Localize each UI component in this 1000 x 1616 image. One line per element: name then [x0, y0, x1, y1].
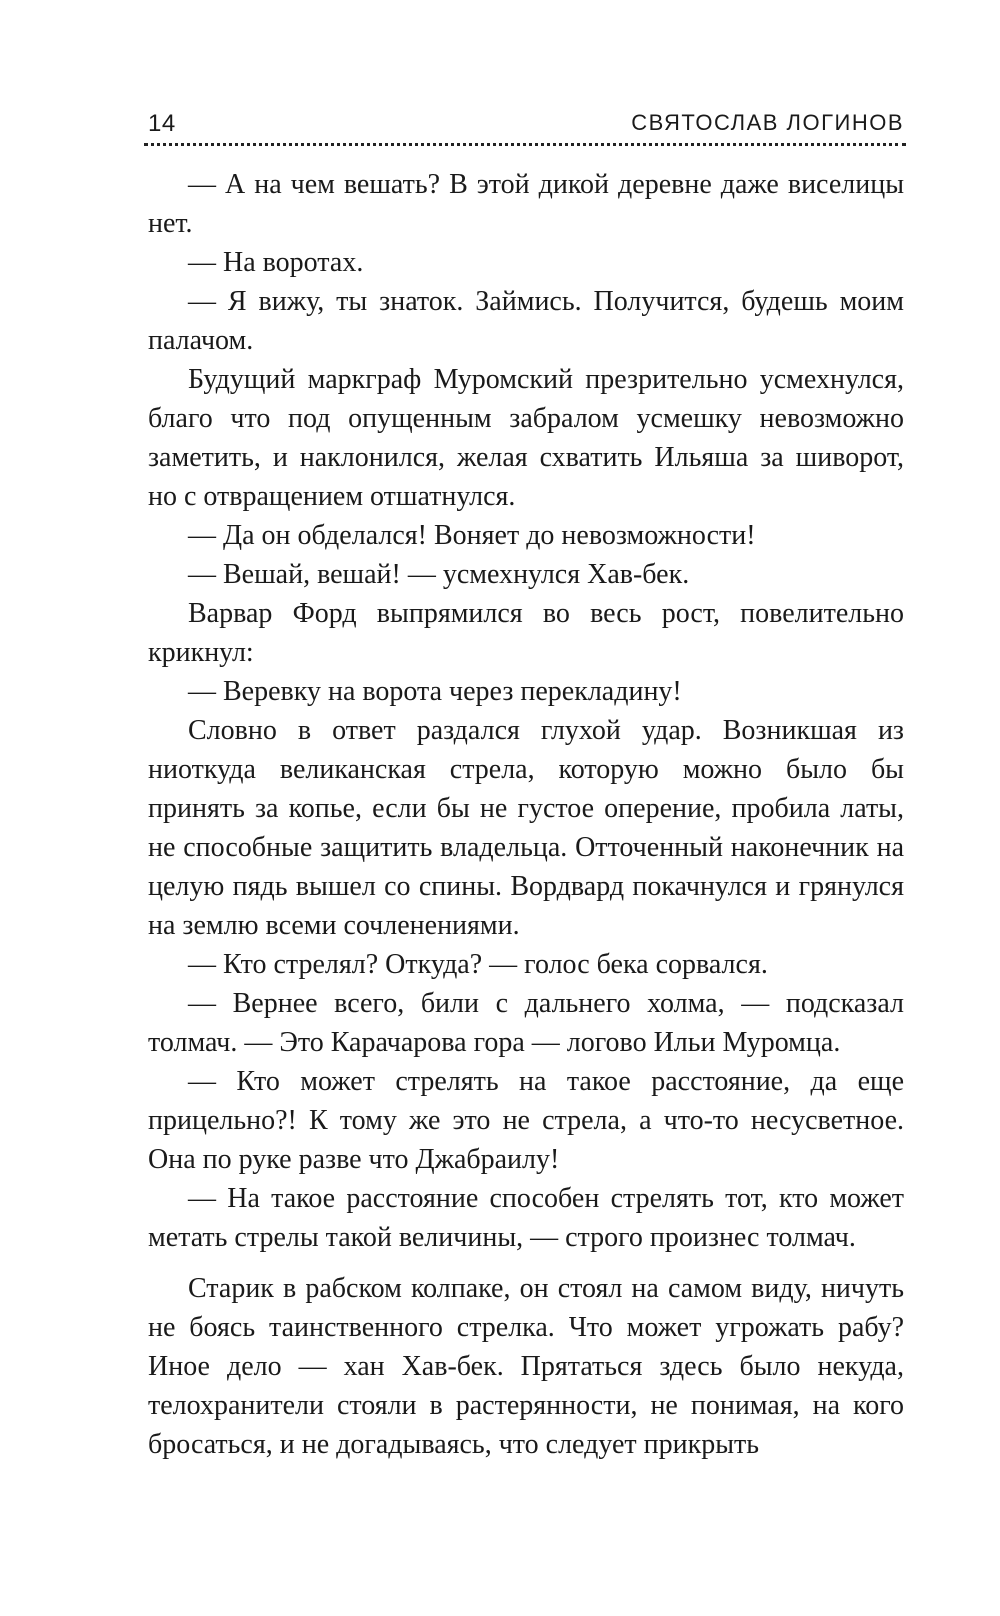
section-gap — [148, 1257, 904, 1269]
body-text — [148, 165, 904, 1464]
paragraph: — Кто стрелял? Откуда? — голос бека сорвался. — [188, 949, 768, 980]
author-name: СВЯТОСЛАВ ЛОГИНОВ — [631, 110, 904, 135]
paragraph: Будущий маркграф Муромский презрительно усмехнулся, благо что под опущенным забралом усмешку невозможно заметить, и наклонился, желая схватить Ильяша за шиворот, но с отвращением отшатнулся. — [148, 364, 904, 512]
paragraph: Словно в ответ раздался глухой удар. Возникшая из ниоткуда великанская стрела, которую можно было бы принять за копье, если бы не густое оперение, пробила латы, не способные защитить владельца. Отточенный наконечник на целую пядь вышел со спины. Вордвард покачнулся и грянулся на землю всеми сочленениями. — [148, 715, 904, 941]
paragraph: Варвар Форд выпрямился во весь рост, повелительно крикнул: — [148, 598, 904, 668]
paragraph: Старик в рабском колпаке, он стоял на самом виду, ничуть не боясь таинственного стрелка. Что может угрожать рабу? Иное дело — хан Хав-бек. Прятаться здесь было некуда, телохранители стояли в растерянности, не понимая, на кого бросаться, и не догадываясь, что следует прикрыть — [148, 1273, 904, 1460]
paragraph: — Я вижу, ты знаток. Займись. Получится, будешь моим палачом. — [148, 286, 904, 356]
paragraph: — Вернее всего, били с дальнего холма, — подсказал толмач. — Это Карачарова гора — логово Ильи Муромца. — [148, 988, 904, 1058]
paragraph: — Вешай, вешай! — усмехнулся Хав-бек. — [188, 559, 690, 590]
paragraph: — На воротах. — [188, 247, 364, 278]
paragraph: — А на чем вешать? В этой дикой деревне даже виселицы нет. — [148, 169, 904, 239]
header-dotted-rule — [144, 143, 906, 146]
running-head — [148, 100, 904, 140]
paragraph: — Кто может стрелять на такое расстояние, да еще прицельно?! К тому же это не стрела, а что-то несусветное. Она по руке разве что Джабраилу! — [148, 1066, 904, 1175]
page-number: 14 — [148, 110, 176, 137]
paragraph: — Веревку на ворота через перекладину! — [188, 676, 682, 707]
paragraph: — Да он обделался! Воняет до невозможности! — [188, 520, 756, 551]
paragraph: — На такое расстояние способен стрелять тот, кто может метать стрелы такой величины, — строго произнес толмач. — [148, 1183, 904, 1253]
